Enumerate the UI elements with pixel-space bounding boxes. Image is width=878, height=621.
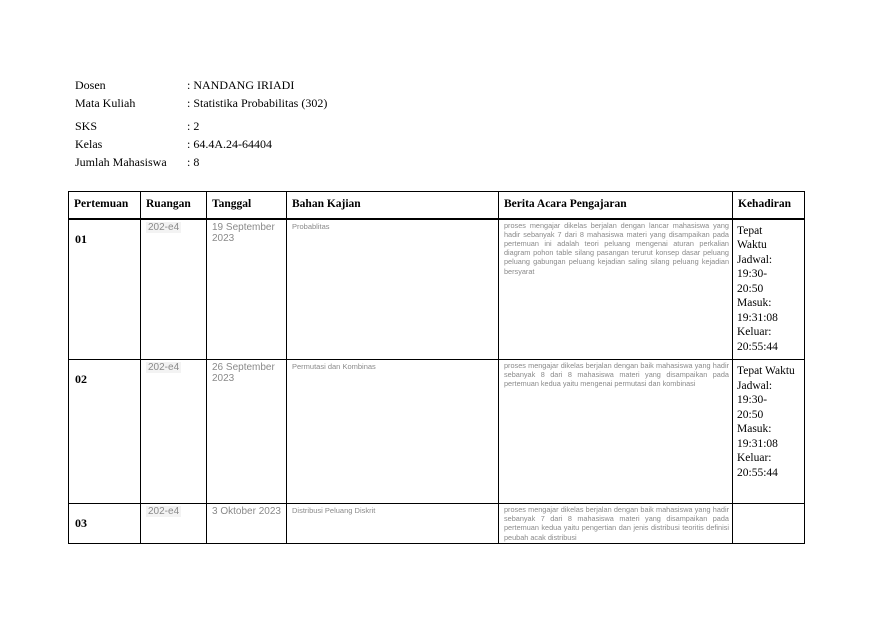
room-cell: [141, 219, 207, 360]
table-row: [69, 219, 805, 360]
topic-cell: Probablitas: [287, 219, 499, 360]
col-header-room: Ruangan: [141, 192, 207, 219]
info-label: Jumlah Mahasiswa: [75, 155, 167, 169]
meeting-number: 03: [69, 504, 141, 544]
info-value: : 2: [187, 119, 200, 133]
report-text: proses mengajar dikelas berjalan dengan baik mahasiswa yang hadir sebanyak 7 dari 8 mahasiswa materi yang disampaikan pada pertemuan kedua yaitu pengertian dan jenis distribusi teoritis definisi peubah acak distribusi: [504, 505, 729, 542]
attendance-text: Tepat Waktu Jadwal: 19:30- 20:50 Masuk: 19:31:08 Keluar: 20:55:44: [737, 224, 778, 353]
meeting-number: 01: [69, 219, 141, 360]
room-value: 202-e4: [148, 506, 180, 517]
report-cell: proses mengajar dikelas berjalan dengan lancar mahasiswa yang hadir sebanyak 7 dari 8 mahasiswa materi yang disampaikan pada pertemuan ini adalah teori peluang mengenai aturan perkalian diagram pohon table silang pasangan terurut konsep dasar peluang peluang gabungan peluang kejadian saling silang peluang kejadian bersyarat: [499, 219, 733, 360]
room-value: 202-e4: [148, 362, 180, 373]
table-row: [69, 360, 805, 504]
table-header-row: [69, 192, 805, 219]
topic-cell: Permutasi dan Kombinas: [287, 360, 499, 504]
col-header-report: Berita Acara Pengajaran: [499, 192, 733, 219]
attendance-text: Tepat Waktu Jadwal: 19:30- 20:50 Masuk: 19:31:08 Keluar: 20:55:44: [737, 365, 795, 479]
attendance-cell: [733, 360, 805, 504]
info-value: : Statistika Probabilitas (302): [187, 96, 328, 110]
info-value: : 8: [187, 155, 200, 169]
report-cell: [499, 504, 733, 544]
info-value: : 64.4A.24-64404: [187, 137, 272, 151]
col-header-meeting: Pertemuan: [69, 192, 141, 219]
info-label: SKS: [75, 119, 98, 133]
attendance-cell: [733, 504, 805, 544]
table-row: [69, 504, 805, 544]
date-cell: 3 Oktober 2023: [207, 504, 287, 544]
col-header-attendance: Kehadiran: [733, 192, 805, 219]
date-cell: 19 September 2023: [207, 219, 287, 360]
attendance-cell: [733, 219, 805, 360]
date-cell: 26 September 2023: [207, 360, 287, 504]
topic-cell: Distribusi Peluang Diskrit: [287, 504, 499, 544]
col-header-topic: Bahan Kajian: [287, 192, 499, 219]
col-header-date: Tanggal: [207, 192, 287, 219]
meeting-number: 02: [69, 360, 141, 504]
room-cell: [141, 360, 207, 504]
info-value: : NANDANG IRIADI: [187, 78, 295, 92]
teaching-report-table: [68, 191, 805, 544]
report-cell: proses mengajar dikelas berjalan dengan baik mahasiswa yang hadir sebanyak 8 dari 8 mahasiswa materi yang disampaikan pada pertemuan kedua yaitu mengenai permutasi dan kombinasi: [499, 360, 733, 504]
room-value: 202-e4: [148, 221, 180, 233]
room-cell: [141, 504, 207, 544]
info-label: Kelas: [75, 137, 103, 151]
info-label: Mata Kuliah: [75, 96, 136, 110]
info-label: Dosen: [75, 78, 106, 92]
